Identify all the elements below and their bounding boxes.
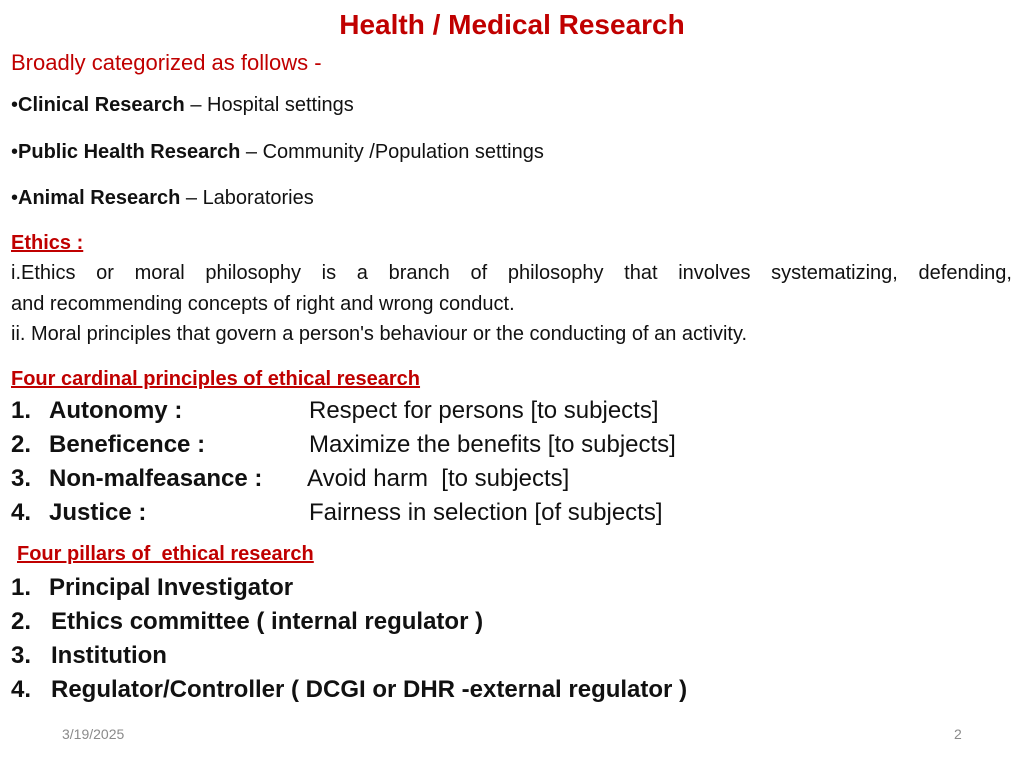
ethics-word: branch [388,262,450,284]
pillar-name: Principal Investigator [49,574,294,601]
principle-description: Maximize the benefits [to subjects] [309,431,676,458]
slide-title: Health / Medical Research [339,9,685,40]
bullet: • [11,187,19,209]
category-setting: Community /Population settings [262,141,544,163]
category-item-clinical [11,94,354,117]
ethics-definition-line-2: and recommending concepts of right and wrong conduct. [11,293,515,315]
principle-number: 2. [11,431,32,458]
category-item-public-health [11,141,544,164]
ethics-word: of [470,262,488,284]
pillar-number: 4. [11,676,32,703]
ethics-word: i.Ethics [11,262,76,284]
principle-number: 3. [11,465,32,492]
ethics-heading: Ethics : [11,232,84,254]
category-name: Animal Research [18,187,181,209]
category-item-animal [11,187,314,210]
pillar-name: Institution [51,642,167,669]
category-separator: – [240,141,263,163]
pillar-name: Ethics committee ( internal regulator ) [51,608,484,635]
principle-description: Fairness in selection [of subjects] [309,499,663,526]
pillar-name: Regulator/Controller ( DCGI or DHR -external regulator ) [51,676,688,703]
pillar-number: 3. [11,642,32,669]
pillar-number: 1. [11,574,32,601]
ethics-word: is [321,262,337,284]
ethics-word: involves [678,262,751,284]
principles-heading: Four cardinal principles of ethical research [11,368,421,390]
ethics-word: or [96,262,114,284]
principle-name: Non-malfeasance : [49,465,263,492]
principle-name: Justice : [49,499,147,526]
ethics-definition-line-3: ii. Moral principles that govern a person's behaviour or the conducting of an activity. [11,323,748,345]
category-name: Clinical Research [18,94,185,116]
category-name: Public Health Research [18,141,241,163]
ethics-word: philosophy [507,262,604,284]
pillars-heading: Four pillars of ethical research [17,543,314,565]
principle-name: Beneficence : [49,431,206,458]
principle-name: Autonomy : [49,397,183,424]
ethics-word: that [624,262,658,284]
principle-description: Respect for persons [to subjects] [309,397,659,424]
ethics-word: moral [134,262,185,284]
principle-number: 1. [11,397,32,424]
footer-date: 3/19/2025 [62,726,125,742]
principle-description: Avoid harm [to subjects] [307,465,570,492]
principle-number: 4. [11,499,32,526]
ethics-word: philosophy [205,262,301,284]
pillar-number: 2. [11,608,32,635]
ethics-word: defending, [918,262,1012,284]
category-separator: – [180,187,203,209]
ethics-word: a [356,262,368,284]
category-setting: Laboratories [202,187,314,209]
category-setting: Hospital settings [207,94,354,116]
bullet: • [11,94,19,116]
page-number: 2 [954,726,962,742]
ethics-definition-line-1 [11,262,1012,285]
category-separator: – [184,94,208,116]
slide-subtitle: Broadly categorized as follows - [11,50,322,75]
bullet: • [11,141,19,163]
ethics-word: systematizing, [771,262,898,284]
